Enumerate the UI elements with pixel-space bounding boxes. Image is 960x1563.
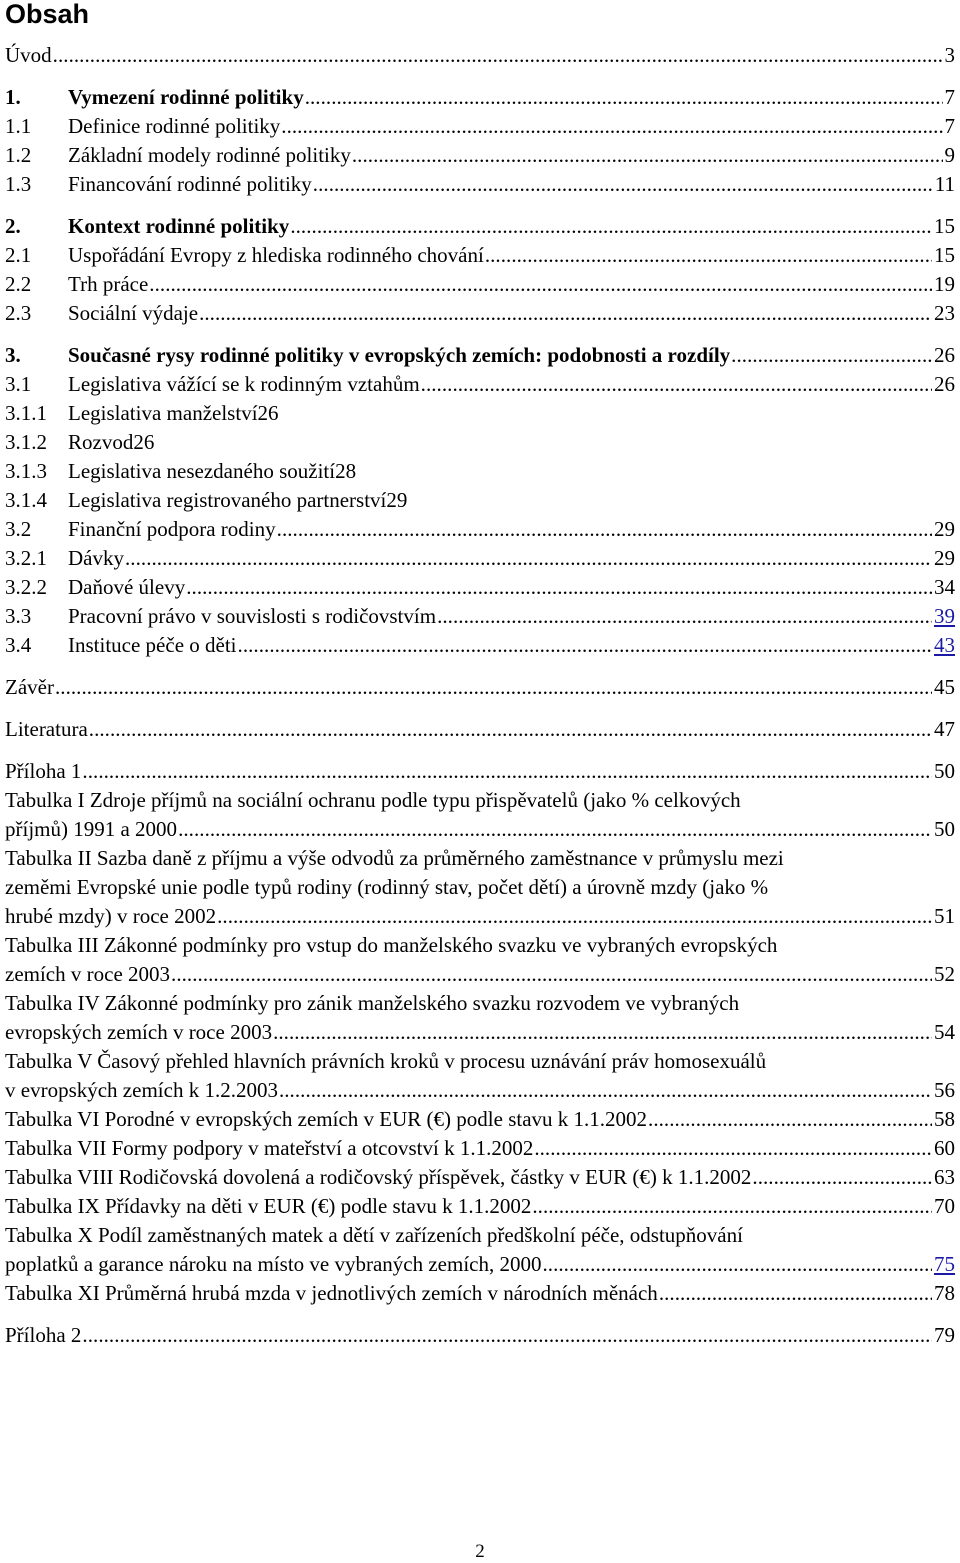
toc-entry-number: 2. [5, 214, 21, 238]
toc-entry-number: 2.1 [5, 243, 32, 267]
toc-entry-line: Tabulka I Zdroje příjmů na sociální ochranu podle typu přispěvatelů (jako % celkových [5, 788, 741, 812]
toc-entry-s1_2[interactable] [5, 141, 955, 170]
leader-dots [485, 241, 932, 270]
toc-entry-title: Uspořádání Evropy z hlediska rodinného chování [68, 243, 484, 267]
toc-entry-ch1[interactable] [5, 83, 955, 112]
toc-spacer [5, 702, 955, 715]
toc-entry-number: 3.1.3 [5, 459, 47, 483]
toc-entry-title: Definice rodinné politiky [68, 114, 281, 138]
toc-entry-s3_1_3[interactable] [5, 457, 955, 486]
leader-dots [186, 573, 932, 602]
toc-entry-title: Tabulka VI Porodné v evropských zemích v EUR (€) podle stavu k 1.1.2002 [5, 1107, 648, 1131]
toc-entry-title: Daňové úlevy [68, 575, 186, 599]
toc-entry-title: Příloha 1 [5, 759, 82, 783]
toc-entry-title: poplatků a garance nároku na místo ve vybraných zemích, 2000 [5, 1252, 542, 1276]
leader-dots [53, 41, 943, 70]
toc-entry-row [5, 141, 955, 170]
toc-entry-tab8[interactable] [5, 1163, 955, 1192]
toc-entry-row [5, 1321, 955, 1350]
leader-dots [178, 815, 932, 844]
toc-entry-last-line [5, 902, 955, 931]
toc-entry-s3_4[interactable] [5, 631, 955, 660]
toc-entry-row [5, 170, 955, 199]
leader-dots [534, 1134, 932, 1163]
toc-entry-number: 1.1 [5, 114, 32, 138]
leader-dots [279, 1076, 932, 1105]
toc-entry-s3_2_1[interactable] [5, 544, 955, 573]
toc-page-number: 26 [934, 372, 955, 396]
leader-dots [352, 141, 943, 170]
toc-entry-number: 3.3 [5, 604, 32, 628]
toc-entry-title: Tabulka VII Formy podpory v mateřství a otcovství k 1.1.2002 [5, 1136, 534, 1160]
toc-entry-tab6[interactable] [5, 1105, 955, 1134]
toc-entry-row [5, 41, 955, 70]
leader-dots [752, 1163, 932, 1192]
toc-page-number: 34 [934, 575, 955, 599]
toc-entry-s3_1_1[interactable] [5, 399, 955, 428]
toc-page-number: 23 [934, 301, 955, 325]
toc-entry-row [5, 270, 955, 299]
toc-entry-last-line [5, 1250, 955, 1279]
toc-entry-title: Úvod [5, 43, 52, 67]
table-of-contents [5, 41, 955, 1350]
toc-heading: Obsah [5, 0, 90, 29]
toc-entry-row [5, 673, 955, 702]
toc-entry-row [5, 715, 955, 744]
toc-entry-row [5, 299, 955, 328]
toc-entry-s3_2[interactable] [5, 515, 955, 544]
toc-entry-title: Literatura [5, 717, 88, 741]
toc-entry-last-line [5, 1134, 955, 1163]
leader-dots [82, 1321, 932, 1350]
toc-page-number: 47 [934, 717, 955, 741]
toc-entry-s1_3[interactable] [5, 170, 955, 199]
leader-dots [437, 602, 932, 631]
leader-dots [421, 370, 932, 399]
toc-page-number: 7 [944, 114, 955, 138]
toc-entry-number: 1.2 [5, 143, 32, 167]
leader-dots [171, 960, 932, 989]
toc-entry-number: 3.1 [5, 372, 32, 396]
toc-entry-row [5, 370, 955, 399]
toc-entry-s3_2_2[interactable] [5, 573, 955, 602]
toc-entry-title: Tabulka IX Přídavky na děti v EUR (€) podle stavu k 1.1.2002 [5, 1194, 532, 1218]
leader-dots [199, 299, 932, 328]
toc-page-number[interactable]: 39 [934, 604, 955, 628]
toc-entry-title: Legislativa vážící se k rodinným vztahům [68, 372, 420, 396]
toc-spacer [5, 328, 955, 341]
toc-entry-last-line [5, 1105, 955, 1134]
toc-entry-title: hrubé mzdy) v roce 2002 [5, 904, 217, 928]
toc-entry-tab5[interactable] [5, 1047, 955, 1105]
toc-entry-number: 1.3 [5, 172, 32, 196]
toc-entry-title: v evropských zemích k 1.2.2003 [5, 1078, 278, 1102]
toc-entry-title: Financování rodinné politiky [68, 172, 312, 196]
toc-entry-title: Legislativa nesezdaného soužití28 [68, 459, 357, 483]
toc-entry-title: Příloha 2 [5, 1323, 82, 1347]
toc-entry-number: 2.3 [5, 301, 32, 325]
toc-entry-line: Tabulka IV Zákonné podmínky pro zánik manželského svazku rozvodem ve vybraných [5, 991, 740, 1015]
toc-page-number: 70 [934, 1194, 955, 1218]
toc-entry-title: Dávky [68, 546, 124, 570]
toc-entry-row [5, 757, 955, 786]
toc-entry-number: 3. [5, 343, 21, 367]
toc-page-number: 26 [934, 343, 955, 367]
leader-dots [125, 544, 932, 573]
toc-entry-last-line [5, 960, 955, 989]
toc-page-number: 60 [934, 1136, 955, 1160]
toc-entry-row [5, 399, 955, 428]
toc-entry-row [5, 341, 955, 370]
leader-dots [290, 212, 932, 241]
toc-entry-number: 1. [5, 85, 21, 109]
toc-page-number: 52 [934, 962, 955, 986]
toc-entry-last-line [5, 1163, 955, 1192]
toc-entry-row [5, 602, 955, 631]
toc-page-number: 78 [934, 1281, 955, 1305]
leader-dots [731, 341, 932, 370]
leader-dots [305, 83, 943, 112]
toc-page-number: 54 [934, 1020, 955, 1044]
toc-entry-last-line [5, 1192, 955, 1221]
toc-entry-title: Legislativa registrovaného partnerství29 [68, 488, 408, 512]
leader-dots [648, 1105, 932, 1134]
toc-spacer [5, 1308, 955, 1321]
toc-entry-row [5, 428, 955, 457]
toc-page-number: 51 [934, 904, 955, 928]
toc-entry-title: Závěr [5, 675, 54, 699]
toc-entry-row [5, 83, 955, 112]
toc-entry-tab3[interactable] [5, 931, 955, 989]
toc-entry-zaver[interactable] [5, 673, 955, 702]
leader-dots [542, 1250, 932, 1279]
toc-entry-number: 3.1.4 [5, 488, 47, 512]
toc-entry-title: Vymezení rodinné politiky [68, 85, 304, 109]
toc-page-number: 50 [934, 817, 955, 841]
toc-entry-tab2[interactable] [5, 844, 955, 931]
leader-dots [238, 631, 932, 660]
toc-entry-tab10[interactable] [5, 1221, 955, 1279]
toc-entry-row [5, 212, 955, 241]
toc-entry-row [5, 486, 955, 515]
leader-dots [659, 1279, 932, 1308]
toc-entry-tab1[interactable] [5, 786, 955, 844]
toc-entry-tab11[interactable] [5, 1279, 955, 1308]
toc-entry-last-line [5, 1279, 955, 1308]
leader-dots [313, 170, 933, 199]
toc-entry-s3_1_2[interactable] [5, 428, 955, 457]
toc-entry-s2_3[interactable] [5, 299, 955, 328]
toc-entry-title: Základní modely rodinné politiky [68, 143, 351, 167]
toc-entry-title: Instituce péče o děti [68, 633, 237, 657]
leader-dots [82, 757, 932, 786]
toc-entry-number: 3.1.1 [5, 401, 47, 425]
toc-entry-row [5, 544, 955, 573]
toc-entry-row [5, 631, 955, 660]
toc-page-number: 19 [934, 272, 955, 296]
toc-entry-s2_1[interactable] [5, 241, 955, 270]
toc-page-number[interactable]: 75 [934, 1252, 955, 1276]
toc-entry-title: Tabulka VIII Rodičovská dovolená a rodičovský příspěvek, částky v EUR (€) k 1.1.2002 [5, 1165, 752, 1189]
toc-page-number: 50 [934, 759, 955, 783]
toc-entry-s3_1_4[interactable] [5, 486, 955, 515]
toc-entry-ch2[interactable] [5, 212, 955, 241]
toc-entry-s3_3[interactable] [5, 602, 955, 631]
toc-page-number: 15 [934, 214, 955, 238]
leader-dots [55, 673, 932, 702]
toc-entry-last-line [5, 815, 955, 844]
toc-spacer [5, 70, 955, 83]
toc-page-number: 29 [934, 546, 955, 570]
toc-entry-s2_2[interactable] [5, 270, 955, 299]
toc-entry-title: Tabulka XI Průměrná hrubá mzda v jednotlivých zemích v národních měnách [5, 1281, 658, 1305]
toc-entry-tab4[interactable] [5, 989, 955, 1047]
toc-entry-uvod[interactable] [5, 41, 955, 70]
toc-entry-title: Trh práce [68, 272, 149, 296]
leader-dots [149, 270, 932, 299]
toc-entry-row [5, 112, 955, 141]
toc-entry-row [5, 457, 955, 486]
toc-page-number[interactable]: 43 [934, 633, 955, 657]
toc-entry-priloha1[interactable] [5, 757, 955, 786]
leader-dots [89, 715, 932, 744]
toc-entry-title: evropských zemích v roce 2003 [5, 1020, 273, 1044]
leader-dots [281, 112, 942, 141]
toc-page-number: 29 [934, 517, 955, 541]
toc-page-number: 63 [934, 1165, 955, 1189]
toc-entry-literatura[interactable] [5, 715, 955, 744]
toc-entry-priloha2[interactable] [5, 1321, 955, 1350]
toc-entry-title: Sociální výdaje [68, 301, 199, 325]
toc-entry-tab7[interactable] [5, 1134, 955, 1163]
toc-entry-number: 3.2.2 [5, 575, 47, 599]
toc-entry-ch3[interactable] [5, 341, 955, 370]
toc-spacer [5, 199, 955, 212]
toc-entry-line: Tabulka III Zákonné podmínky pro vstup do manželského svazku ve vybraných evropských [5, 933, 778, 957]
toc-entry-title: Finanční podpora rodiny [68, 517, 276, 541]
leader-dots [532, 1192, 932, 1221]
toc-entry-number: 3.2.1 [5, 546, 47, 570]
toc-entry-line: Tabulka V Časový přehled hlavních právních kroků v procesu uznávání práv homosexuálů [5, 1049, 767, 1073]
toc-page-number: 56 [934, 1078, 955, 1102]
toc-page-number: 11 [934, 172, 955, 196]
toc-entry-title: Současné rysy rodinné politiky v evropských zemích: podobnosti a rozdíly [68, 343, 731, 367]
toc-entry-number: 3.4 [5, 633, 32, 657]
toc-spacer [5, 660, 955, 673]
toc-page-number: 9 [944, 143, 955, 167]
toc-entry-row [5, 515, 955, 544]
toc-entry-row [5, 241, 955, 270]
toc-entry-title: Legislativa manželství26 [68, 401, 279, 425]
leader-dots [273, 1018, 932, 1047]
toc-page-number: 58 [934, 1107, 955, 1131]
page-number: 2 [475, 1541, 485, 1562]
toc-page-number: 7 [944, 85, 955, 109]
toc-page-number: 79 [934, 1323, 955, 1347]
toc-spacer [5, 744, 955, 757]
toc-entry-line: Tabulka II Sazba daně z příjmu a výše odvodů za průměrného zaměstnance v průmyslu mezi [5, 846, 784, 870]
toc-entry-tab9[interactable] [5, 1192, 955, 1221]
toc-entry-number: 3.2 [5, 517, 32, 541]
toc-page-number: 3 [944, 43, 955, 67]
toc-entry-row [5, 573, 955, 602]
toc-page-number: 15 [934, 243, 955, 267]
toc-entry-line: zeměmi Evropské unie podle typů rodiny (rodinný stav, počet dětí) a úrovně mzdy (jako % [5, 875, 769, 899]
toc-entry-title: zemích v roce 2003 [5, 962, 171, 986]
toc-page-number: 45 [934, 675, 955, 699]
leader-dots [277, 515, 932, 544]
toc-entry-line: Tabulka X Podíl zaměstnaných matek a dětí v zařízeních předškolní péče, odstupňování [5, 1223, 743, 1247]
leader-dots [217, 902, 932, 931]
toc-entry-title: Pracovní právo v souvislosti s rodičovstvím [68, 604, 437, 628]
toc-entry-title: Kontext rodinné politiky [68, 214, 290, 238]
toc-entry-number: 2.2 [5, 272, 32, 296]
toc-entry-last-line [5, 1076, 955, 1105]
toc-entry-s3_1[interactable] [5, 370, 955, 399]
toc-entry-title: Rozvod26 [68, 430, 155, 454]
toc-entry-number: 3.1.2 [5, 430, 47, 454]
toc-entry-s1_1[interactable] [5, 112, 955, 141]
toc-entry-title: příjmů) 1991 a 2000 [5, 817, 178, 841]
toc-entry-last-line [5, 1018, 955, 1047]
